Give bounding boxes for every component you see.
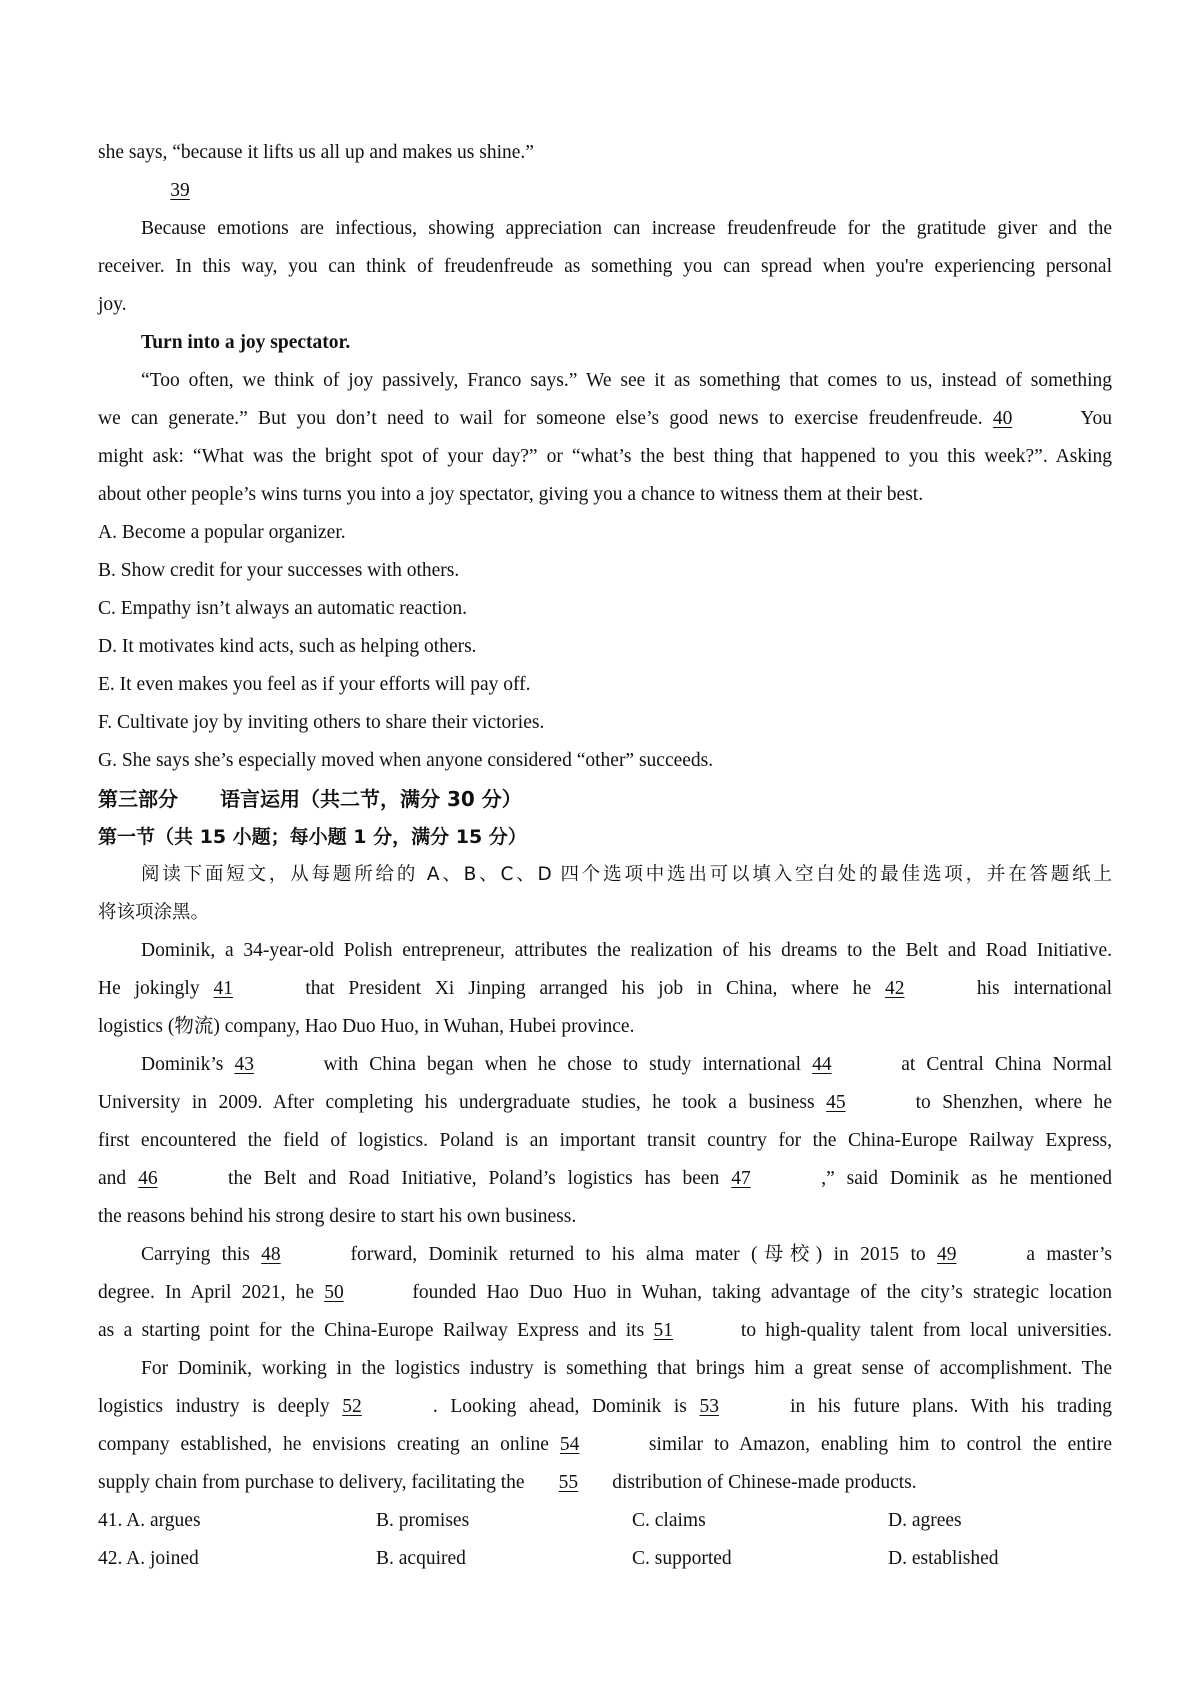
q41-option-d: D. agrees xyxy=(888,1510,962,1531)
text-line-with-blank: we can generate.” But you don’t need to wail for someone else’s good news to exercise freudenfreude. 40 You xyxy=(98,400,1112,438)
blank-44: 44 xyxy=(812,1054,832,1075)
text-line-with-blank: Carrying this 48 forward, Dominik returned to his alma mater (母校) in 2015 to 49 a master’s xyxy=(98,1236,1112,1274)
answer-blank-line xyxy=(98,172,1112,210)
text-line: joy. xyxy=(98,294,127,315)
text-line: receiver. In this way, you can think of freudenfreude as something you can spread when you're experiencing personal xyxy=(98,256,1112,277)
blank-50: 50 xyxy=(324,1282,344,1303)
q41-option-b: B. promises xyxy=(376,1510,470,1531)
text-line-with-blank: supply chain from purchase to delivery, facilitating the 55 distribution of Chinese-made products. xyxy=(98,1464,1112,1502)
blank-42: 42 xyxy=(885,978,905,999)
q42-option-a: 42. A. joined xyxy=(98,1548,199,1569)
blank-52: 52 xyxy=(342,1396,362,1417)
text-line: logistics (物流) company, Hao Duo Huo, in Wuhan, Hubei province. xyxy=(98,1016,635,1037)
blank-55: 55 xyxy=(558,1472,579,1493)
text-line: she says, “because it lifts us all up and makes us shine.” xyxy=(98,142,534,163)
q41-option-c: C. claims xyxy=(632,1510,706,1531)
section-title: 第一节（共 15 小题；每小题 1 分，满分 15 分） xyxy=(98,826,527,848)
option-c: C. Empathy isn’t always an automatic reaction. xyxy=(98,598,467,619)
question-42-options xyxy=(98,1540,1112,1578)
blank-49: 49 xyxy=(936,1244,957,1265)
exam-page xyxy=(98,134,1112,1578)
blank-47: 47 xyxy=(731,1168,751,1189)
text-line: “Too often, we think of joy passively, Franco says.” We see it as something that comes to us, instead of something xyxy=(141,370,1112,391)
text-line-with-blank: logistics industry is deeply 52 . Looking ahead, Dominik is 53 in his future plans. With his trading xyxy=(98,1388,1112,1426)
text-line-with-blank: degree. In April 2021, he 50 founded Hao Duo Huo in Wuhan, taking advantage of the city’s strategic location xyxy=(98,1274,1112,1312)
text-line: Because emotions are infectious, showing appreciation can increase freudenfreude for the gratitude giver and the xyxy=(141,218,1112,239)
text-line: about other people’s wins turns you into a joy spectator, giving you a chance to witness them at their best. xyxy=(98,484,924,505)
blank-53: 53 xyxy=(699,1396,719,1417)
q42-option-c: C. supported xyxy=(632,1548,732,1569)
text-line-with-blank: University in 2009. After completing his undergraduate studies, he took a business 45 to Shenzhen, where he xyxy=(98,1084,1112,1122)
blank-54: 54 xyxy=(559,1434,580,1455)
option-g: G. She says she’s especially moved when anyone considered “other” succeeds. xyxy=(98,750,714,771)
option-d: D. It motivates kind acts, such as helping others. xyxy=(98,636,477,657)
blank-41: 41 xyxy=(213,978,233,999)
question-41-options xyxy=(98,1502,1112,1540)
section-heading: Turn into a joy spectator. xyxy=(141,332,351,353)
blank-48: 48 xyxy=(261,1244,281,1265)
part-title: 第三部分 语言运用（共二节，满分 30 分） xyxy=(98,787,522,811)
text-line: For Dominik, working in the logistics industry is something that brings him a great sense of accomplishment. The xyxy=(141,1358,1112,1379)
option-e: E. It even makes you feel as if your efforts will pay off. xyxy=(98,674,531,695)
option-a: A. Become a popular organizer. xyxy=(98,522,346,543)
blank-43: 43 xyxy=(234,1054,254,1075)
q41-option-a: 41. A. argues xyxy=(98,1510,201,1531)
blank-51: 51 xyxy=(653,1320,674,1341)
q42-option-d: D. established xyxy=(888,1548,999,1569)
text-line-with-blank: and 46 the Belt and Road Initiative, Poland’s logistics has been 47 ,” said Dominik as he mentioned xyxy=(98,1160,1112,1198)
text-line: Dominik, a 34-year-old Polish entrepreneur, attributes the realization of his dreams to the Belt and Road Initiative. xyxy=(141,940,1112,961)
blank-45: 45 xyxy=(826,1092,846,1113)
text-line-with-blank: company established, he envisions creating an online 54 similar to Amazon, enabling him to control the entire xyxy=(98,1426,1112,1464)
blank-39: 39 xyxy=(170,180,190,201)
q42-option-b: B. acquired xyxy=(376,1548,466,1569)
blank-46: 46 xyxy=(138,1168,158,1189)
blank-40: 40 xyxy=(992,408,1013,429)
instructions-line: 阅读下面短文，从每题所给的 A、B、C、D 四个选项中选出可以填入空白处的最佳选项，并在答题纸上 xyxy=(141,864,1112,885)
text-line: might ask: “What was the bright spot of your day?” or “what’s the best thing that happened to you this week?”. Asking xyxy=(98,446,1112,467)
text-line: first encountered the field of logistics. Poland is an important transit country for the China-Europe Railway Express, xyxy=(98,1130,1112,1151)
option-f: F. Cultivate joy by inviting others to share their victories. xyxy=(98,712,545,733)
text-line-with-blank: He jokingly 41 that President Xi Jinping arranged his job in China, where he 42 his international xyxy=(98,970,1112,1008)
text-line-with-blank: Dominik’s 43 with China began when he chose to study international 44 at Central China Normal xyxy=(98,1046,1112,1084)
text-line-with-blank: as a starting point for the China-Europe Railway Express and its 51 to high-quality talent from local universities. xyxy=(98,1312,1112,1350)
instructions-line: 将该项涂黑。 xyxy=(98,902,210,923)
option-b: B. Show credit for your successes with others. xyxy=(98,560,460,581)
text-line: the reasons behind his strong desire to start his own business. xyxy=(98,1206,577,1227)
